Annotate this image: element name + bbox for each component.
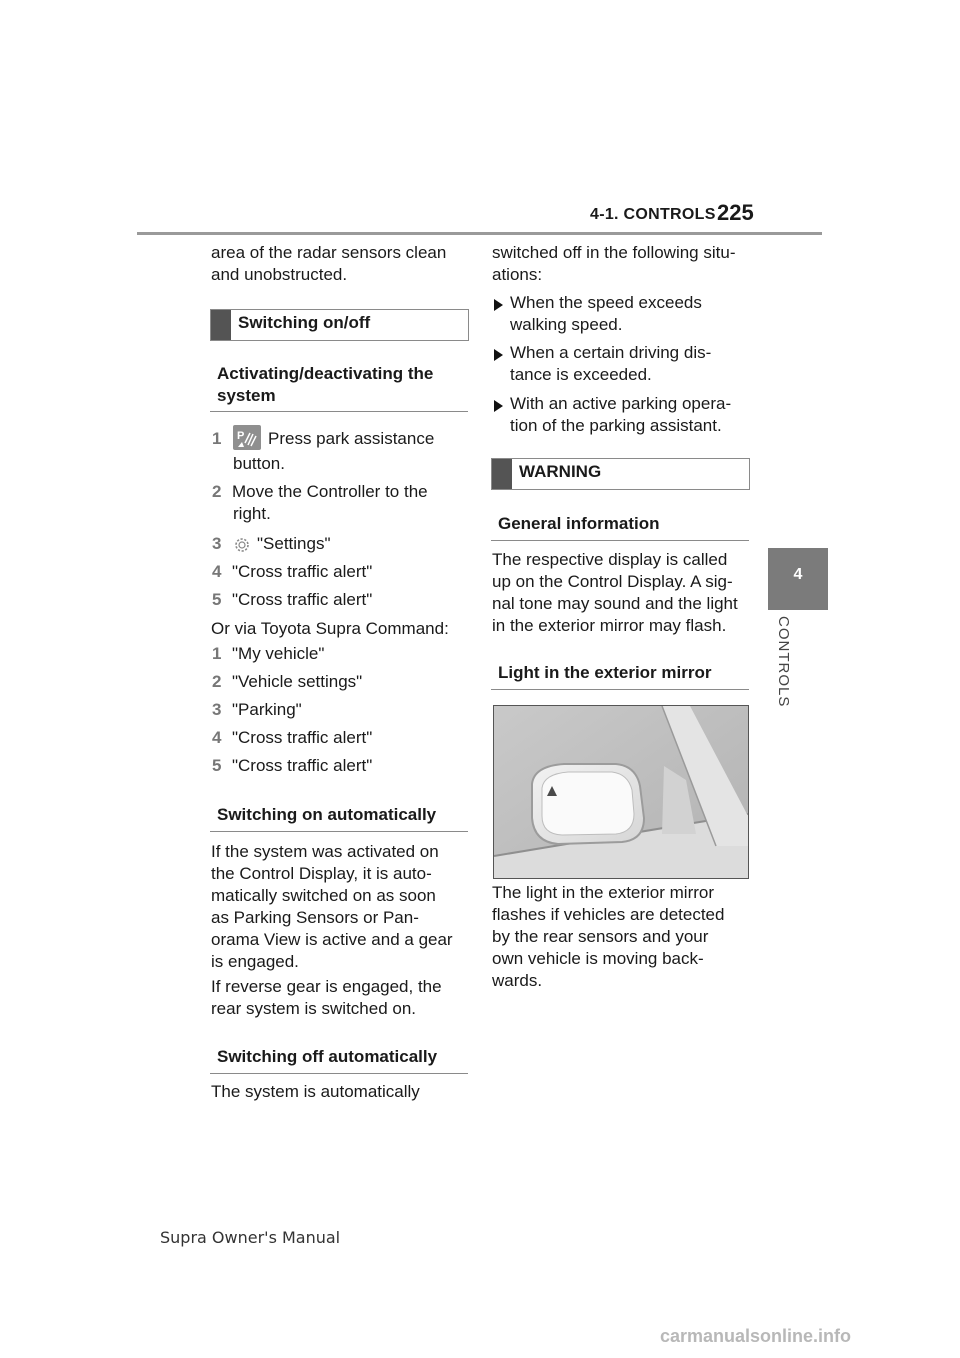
bullet-marker [494,399,503,417]
step-text: right. [233,504,271,523]
page-number: 225 [717,200,754,225]
subheading-rule [210,831,468,832]
bullet-item: When the speed exceeds walking speed. [510,293,702,334]
bullet-marker [494,298,503,316]
step-item: 4 "Cross traffic alert" [212,562,373,581]
para-automatic: The system is automatically [211,1082,420,1101]
para-reverse: If reverse gear is engaged, the rear system is switched on. [211,977,442,1018]
step-item: 1 [212,429,222,448]
subheading-rule [210,411,468,412]
step-item: 1 "My vehicle" [212,644,325,663]
step-item: 3 "Parking" [212,700,302,719]
step-item: 2 Move the Controller to the [212,482,428,501]
left-intro: area of the radar sensors clean and unobstructed. [211,243,447,284]
footer-manual-name: Supra Owner's Manual [160,1228,341,1247]
heading-bar [211,310,231,340]
box-heading-switching: Switching on/off [210,309,469,341]
subheading-switching-off: Switching off automatically [217,1047,438,1066]
chapter-label: CONTROLS [775,616,792,708]
subheading-switching-on: Switching on automatically [217,805,437,824]
bullet-item: When a certain driving dis- tance is exceeded. [510,343,712,384]
bullet-item: With an active parking opera- tion of the parking assistant. [510,394,732,435]
right-intro: switched off in the following situ- ations: [492,243,736,284]
gear-icon [233,536,251,559]
exterior-mirror-photo [493,705,749,879]
svg-text:P: P [237,430,245,442]
step-item: 5 "Cross traffic alert" [212,590,373,609]
section-title: 4-1. CONTROLS [590,206,716,223]
bullet-marker [494,348,503,366]
subheading-rule [491,689,749,690]
park-assist-button-icon [233,425,261,450]
step-item: 4 "Cross traffic alert" [212,728,373,747]
heading-bar [492,459,512,489]
step-text: "Settings" [257,534,331,553]
header-rule [137,232,822,235]
para-activated: If the system was activated on the Control Display, it is auto- matically switched on as soon as Parking Sensors or Pan- orama View is active and a gear is engaged. [211,842,453,971]
subheading-light: Light in the exterior mirror [498,663,712,682]
step-item: 3 [212,534,222,553]
chapter-number: 4 [793,566,803,583]
subheading-rule [210,1073,468,1074]
step-text: Press park assistance [268,429,435,448]
subheading-general: General information [498,514,660,533]
box-heading-warning: WARNING [491,458,750,490]
watermark: carmanualsonline.info [660,1326,852,1346]
para-light: The light in the exterior mirror flashes if vehicles are detected by the rear sensors and your own vehicle is moving back- wards. [492,883,725,990]
step-item: 5 "Cross traffic alert" [212,756,373,775]
para-general: The respective display is called up on the Control Display. A sig- nal tone may sound and the light in the exterior mirror may flash. [492,550,738,635]
step-item: 2 "Vehicle settings" [212,672,363,691]
or-line: Or via Toyota Supra Command: [211,619,449,638]
step-text: button. [233,454,285,473]
subheading-rule [491,540,749,541]
subheading-activating: Activating/deactivating the system [217,364,434,405]
